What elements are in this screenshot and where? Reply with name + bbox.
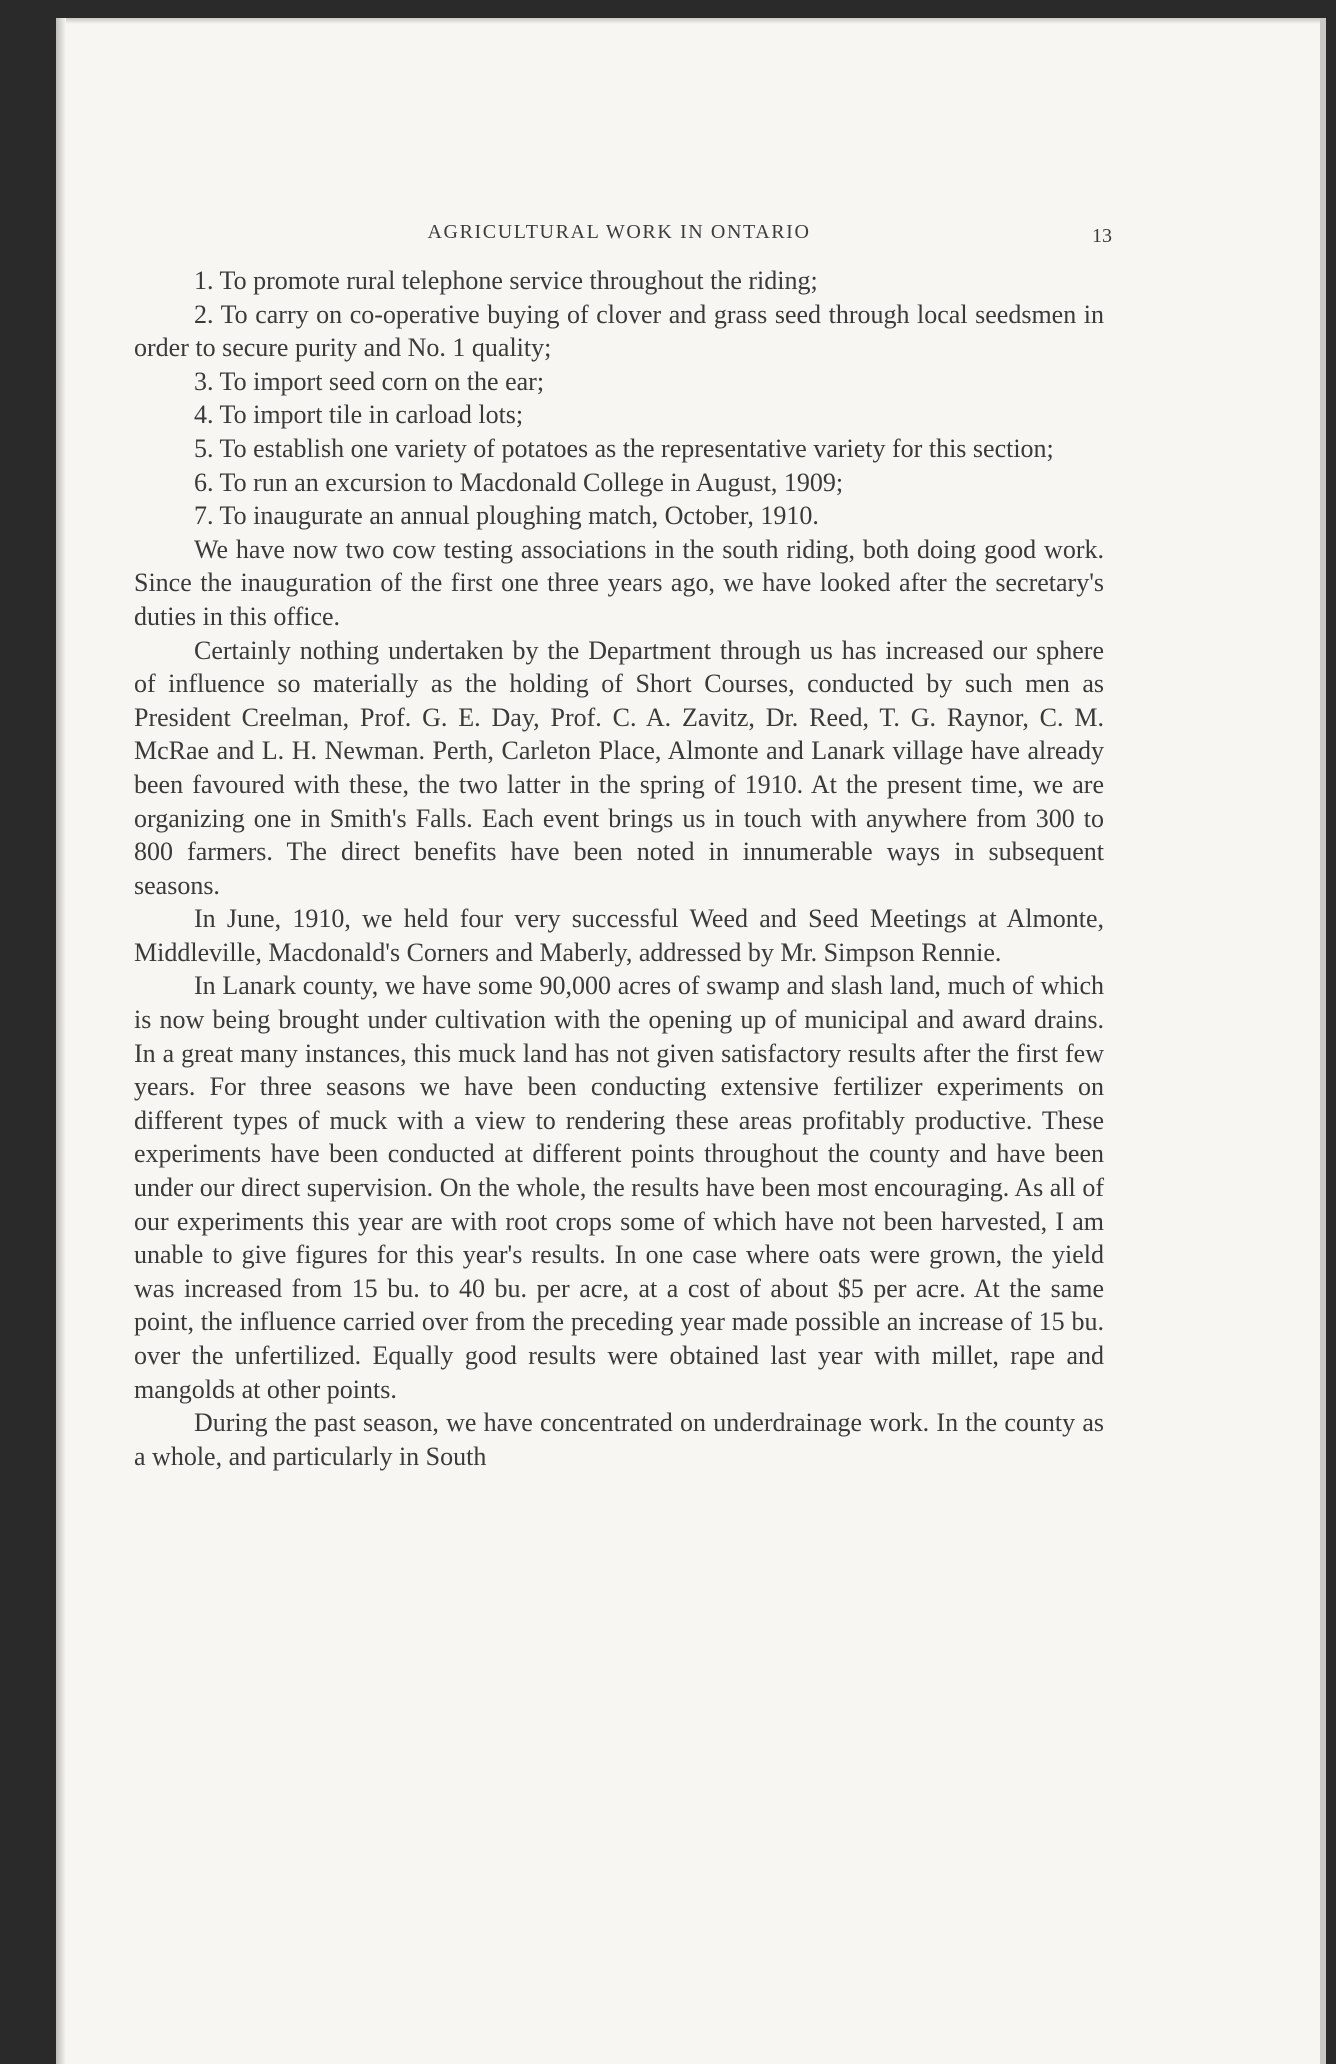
list-item: 1. To promote rural telephone service throughout the riding; xyxy=(194,266,818,295)
list-item: 2. To carry on co-operative buying of clover and grass seed through local seedsmen in order to secure purity and No. 1 quality; xyxy=(134,299,1104,363)
paragraph: In June, 1910, we held four very successful Weed and Seed Meetings at Almonte, Middleville, Macdonald's Corners and Maberly, addressed by Mr. Simpson Rennie. xyxy=(134,904,1104,967)
paragraph: Certainly nothing undertaken by the Department through us has increased our sphere of influence so materially as the holding of Short Courses, conducted by such men as President Creelman, Prof. G. E. Day, Prof. C. A. Zavitz, Dr. Reed, T. G. Raynor, C. M. McRae and L. H. Newman. Perth, Carleton Place, Almonte and Lanark village have already been favoured with these, the two latter in the spring of 1910. At the present time, we are organizing one in Smith's Falls. Each event brings us in touch with anywhere from 300 to 800 farmers. The direct benefits have been noted in innumerable ways in subsequent seasons. xyxy=(134,635,1104,900)
running-title: AGRICULTURAL WORK IN ONTARIO xyxy=(427,221,811,243)
list-item: 5. To establish one variety of potatoes as the representative variety for this section; xyxy=(194,433,1054,463)
page-header xyxy=(134,221,1112,251)
body-text xyxy=(134,264,1104,1473)
list-item: 4. To import tile in carload lots; xyxy=(194,400,524,430)
page-right-edge xyxy=(1320,18,1326,2064)
list-item: 3. To import seed corn on the ear; xyxy=(194,366,545,396)
paragraph: We have now two cow testing associations in the south riding, both doing good work. Since the inauguration of the first one three years ago, we have looked after the secretary's duties in this office. xyxy=(134,534,1104,631)
list-item: 7. To inaugurate an annual ploughing match, October, 1910. xyxy=(194,501,819,531)
page-number: 13 xyxy=(1092,225,1112,247)
page-top-shadow xyxy=(56,18,1326,24)
paragraph: In Lanark county, we have some 90,000 acres of swamp and slash land, much of which is now being brought under cultivation with the opening up of municipal and award drains. In a great many instances, this muck land has not given satisfactory results after the first few years. For three seasons we have been conducting extensive fertilizer experiments on different types of muck with a view to rendering these areas profitably productive. These experiments have been conducted at different points throughout the county and have been under our direct supervision. On the whole, the results have been most encouraging. As all of our experiments this year are with root crops some of which have not been harvested, I am unable to give figures for this year's results. In one case where oats were grown, the yield was increased from 15 bu. to 40 bu. per acre, at a cost of about $5 per acre. At the same point, the influence carried over from the preceding year made possible an increase of 15 bu. over the unfertilized. Equally good results were obtained last year with millet, rape and mangolds at other points. xyxy=(134,971,1104,1404)
page-gutter-shadow xyxy=(56,18,66,2064)
paragraph: During the past season, we have concentrated on underdrainage work. In the county as a whole, and particularly in South xyxy=(134,1408,1104,1471)
list-item: 6. To run an excursion to Macdonald College in August, 1909; xyxy=(194,467,844,497)
